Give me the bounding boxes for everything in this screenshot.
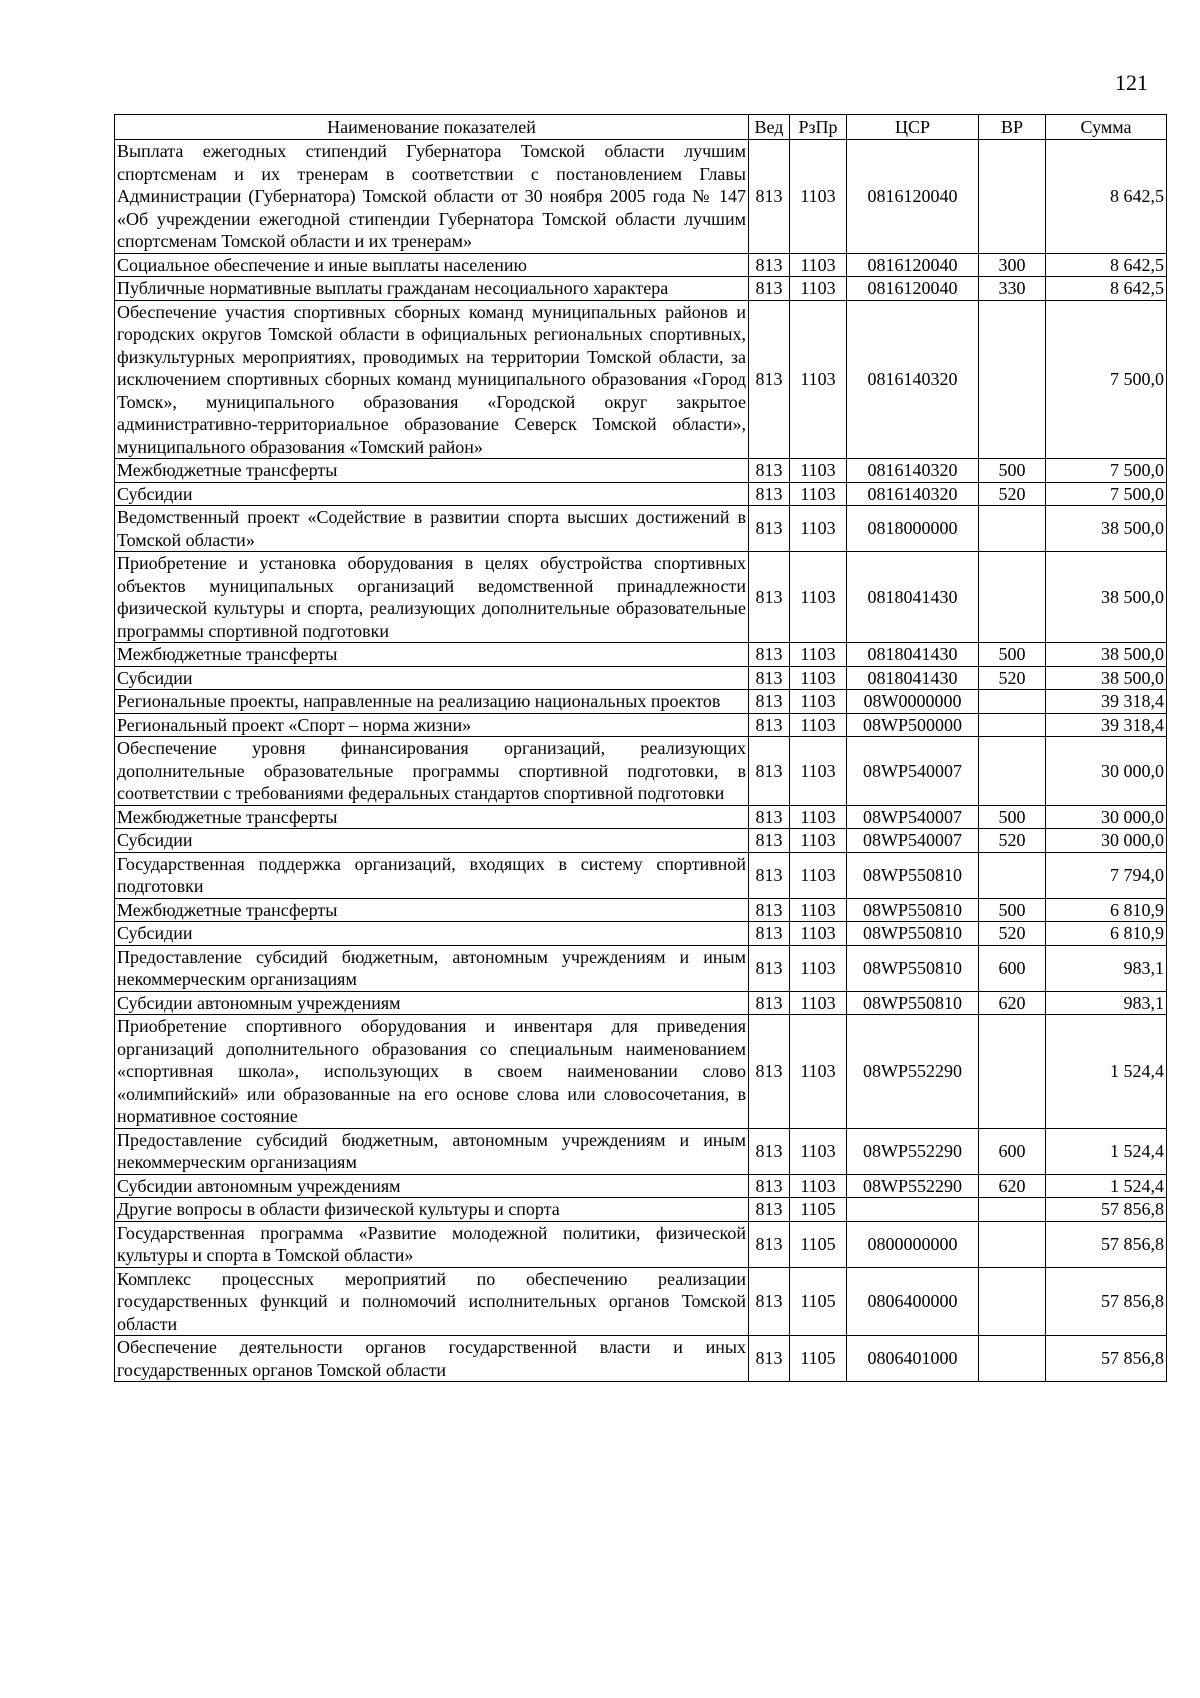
cell-sum: 38 500,0	[1046, 666, 1167, 690]
cell-ved: 813	[749, 922, 790, 946]
cell-name: Межбюджетные трансферты	[115, 643, 749, 667]
cell-name: Государственная программа «Развитие молодежной политики, физической культуры и спорта в Томской области»	[115, 1221, 749, 1267]
cell-name: Межбюджетные трансферты	[115, 805, 749, 829]
cell-vr	[979, 1336, 1046, 1382]
table-row	[115, 991, 1167, 1015]
cell-ved: 813	[749, 1267, 790, 1336]
cell-csr: 08WP540007	[847, 829, 979, 853]
cell-ved: 813	[749, 1128, 790, 1174]
cell-csr: 08WP550810	[847, 991, 979, 1015]
page-number: 121	[1115, 70, 1148, 95]
cell-vr	[979, 506, 1046, 552]
cell-ved: 813	[749, 506, 790, 552]
cell-vr	[979, 1198, 1046, 1222]
cell-name: Субсидии	[115, 922, 749, 946]
cell-rzpr: 1103	[790, 140, 847, 254]
cell-ved: 813	[749, 737, 790, 806]
cell-rzpr: 1103	[790, 666, 847, 690]
cell-vr: 500	[979, 898, 1046, 922]
cell-csr: 0800000000	[847, 1221, 979, 1267]
cell-name: Межбюджетные трансферты	[115, 898, 749, 922]
cell-ved: 813	[749, 852, 790, 898]
cell-name: Комплекс процессных мероприятий по обеспечению реализации государственных функций и полномочий исполнительных органов Томской области	[115, 1267, 749, 1336]
cell-csr	[847, 1198, 979, 1222]
cell-ved: 813	[749, 552, 790, 643]
cell-sum: 7 500,0	[1046, 459, 1167, 483]
cell-vr	[979, 690, 1046, 714]
table-row	[115, 666, 1167, 690]
cell-vr	[979, 852, 1046, 898]
cell-rzpr: 1103	[790, 253, 847, 277]
cell-sum: 38 500,0	[1046, 552, 1167, 643]
cell-ved: 813	[749, 1174, 790, 1198]
cell-sum: 1 524,4	[1046, 1015, 1167, 1129]
table-row	[115, 277, 1167, 301]
header-vr: ВР	[979, 115, 1046, 140]
cell-csr: 08WP552290	[847, 1015, 979, 1129]
cell-sum: 39 318,4	[1046, 690, 1167, 714]
cell-ved: 813	[749, 1198, 790, 1222]
cell-csr: 08W0000000	[847, 690, 979, 714]
cell-sum: 30 000,0	[1046, 805, 1167, 829]
cell-ved: 813	[749, 690, 790, 714]
cell-sum: 6 810,9	[1046, 898, 1167, 922]
cell-sum: 983,1	[1046, 945, 1167, 991]
cell-ved: 813	[749, 459, 790, 483]
table-row	[115, 737, 1167, 806]
cell-csr: 08WP552290	[847, 1128, 979, 1174]
cell-vr	[979, 1015, 1046, 1129]
cell-name: Обеспечение участия спортивных сборных команд муниципальных районов и городских округов Томской области в официальных региональных спортивных, физкультурных мероприятиях, проводимых на территории Томской области, за исключением спортивных сборных команд муниципального образования «Город Томск», муниципального образования «Городской округ закрытое административно-территориальное образование Северск Томской области», муниципального образования «Томский район»	[115, 300, 749, 459]
cell-name: Межбюджетные трансферты	[115, 459, 749, 483]
cell-vr	[979, 552, 1046, 643]
cell-sum: 7 794,0	[1046, 852, 1167, 898]
cell-csr: 08WP540007	[847, 805, 979, 829]
table-header-row	[115, 115, 1167, 140]
table-row	[115, 690, 1167, 714]
cell-rzpr: 1103	[790, 829, 847, 853]
cell-vr	[979, 1267, 1046, 1336]
cell-rzpr: 1103	[790, 459, 847, 483]
cell-vr: 600	[979, 1128, 1046, 1174]
cell-vr: 300	[979, 253, 1046, 277]
table-row	[115, 898, 1167, 922]
cell-sum: 8 642,5	[1046, 140, 1167, 254]
cell-sum: 1 524,4	[1046, 1174, 1167, 1198]
cell-ved: 813	[749, 898, 790, 922]
cell-rzpr: 1103	[790, 300, 847, 459]
table-row	[115, 713, 1167, 737]
cell-rzpr: 1105	[790, 1198, 847, 1222]
cell-name: Обеспечение уровня финансирования организаций, реализующих дополнительные образовательные программы спортивной подготовки, в соответствии с требованиями федеральных стандартов спортивной подготовки	[115, 737, 749, 806]
cell-rzpr: 1105	[790, 1336, 847, 1382]
table-row	[115, 829, 1167, 853]
cell-csr: 08WP550810	[847, 898, 979, 922]
cell-name: Выплата ежегодных стипендий Губернатора Томской области лучшим спортсменам и их тренерам в соответствии с постановлением Главы Администрации (Губернатора) Томской области от 30 ноября 2005 года № 147 «Об учреждении ежегодной стипендии Губернатора Томской области лучшим спортсменам Томской области и их тренерам»	[115, 140, 749, 254]
cell-vr: 520	[979, 482, 1046, 506]
header-sum: Сумма	[1046, 115, 1167, 140]
table-row	[115, 482, 1167, 506]
cell-name: Государственная поддержка организаций, входящих в систему спортивной подготовки	[115, 852, 749, 898]
cell-vr: 500	[979, 459, 1046, 483]
cell-vr: 520	[979, 829, 1046, 853]
cell-sum: 57 856,8	[1046, 1336, 1167, 1382]
cell-vr: 520	[979, 666, 1046, 690]
table-row	[115, 1267, 1167, 1336]
cell-sum: 7 500,0	[1046, 300, 1167, 459]
cell-csr: 0816140320	[847, 459, 979, 483]
cell-csr: 0816120040	[847, 253, 979, 277]
cell-csr: 08WP552290	[847, 1174, 979, 1198]
cell-sum: 39 318,4	[1046, 713, 1167, 737]
cell-name: Обеспечение деятельности органов государственной власти и иных государственных органов Томской области	[115, 1336, 749, 1382]
cell-csr: 0818041430	[847, 666, 979, 690]
cell-name: Субсидии	[115, 829, 749, 853]
cell-name: Региональные проекты, направленные на реализацию национальных проектов	[115, 690, 749, 714]
table-row	[115, 852, 1167, 898]
cell-sum: 8 642,5	[1046, 277, 1167, 301]
cell-vr	[979, 1221, 1046, 1267]
cell-sum: 7 500,0	[1046, 482, 1167, 506]
cell-vr: 330	[979, 277, 1046, 301]
cell-vr	[979, 140, 1046, 254]
cell-csr: 0818041430	[847, 643, 979, 667]
cell-rzpr: 1103	[790, 922, 847, 946]
cell-ved: 813	[749, 1221, 790, 1267]
cell-ved: 813	[749, 1336, 790, 1382]
cell-vr	[979, 300, 1046, 459]
cell-name: Ведомственный проект «Содействие в развитии спорта высших достижений в Томской области»	[115, 506, 749, 552]
cell-name: Предоставление субсидий бюджетным, автономным учреждениям и иным некоммерческим организациям	[115, 1128, 749, 1174]
cell-csr: 08WP550810	[847, 945, 979, 991]
header-csr: ЦСР	[847, 115, 979, 140]
cell-rzpr: 1103	[790, 852, 847, 898]
cell-rzpr: 1103	[790, 506, 847, 552]
cell-sum: 38 500,0	[1046, 643, 1167, 667]
cell-rzpr: 1105	[790, 1221, 847, 1267]
cell-sum: 57 856,8	[1046, 1221, 1167, 1267]
header-name: Наименование показателей	[115, 115, 749, 140]
table-row	[115, 1174, 1167, 1198]
table-row	[115, 506, 1167, 552]
cell-csr: 08WP550810	[847, 922, 979, 946]
cell-name: Предоставление субсидий бюджетным, автономным учреждениям и иным некоммерческим организациям	[115, 945, 749, 991]
cell-rzpr: 1103	[790, 898, 847, 922]
cell-sum: 6 810,9	[1046, 922, 1167, 946]
cell-sum: 983,1	[1046, 991, 1167, 1015]
cell-csr: 0816120040	[847, 277, 979, 301]
cell-ved: 813	[749, 945, 790, 991]
table-row	[115, 805, 1167, 829]
cell-sum: 30 000,0	[1046, 737, 1167, 806]
table-row	[115, 140, 1167, 254]
cell-ved: 813	[749, 140, 790, 254]
cell-sum: 8 642,5	[1046, 253, 1167, 277]
cell-name: Субсидии автономным учреждениям	[115, 1174, 749, 1198]
cell-csr: 0816140320	[847, 300, 979, 459]
cell-name: Другие вопросы в области физической культуры и спорта	[115, 1198, 749, 1222]
table-row	[115, 300, 1167, 459]
cell-csr: 0818041430	[847, 552, 979, 643]
cell-ved: 813	[749, 253, 790, 277]
cell-sum: 38 500,0	[1046, 506, 1167, 552]
cell-csr: 08WP550810	[847, 852, 979, 898]
cell-name: Субсидии	[115, 666, 749, 690]
cell-ved: 813	[749, 1015, 790, 1129]
cell-sum: 57 856,8	[1046, 1267, 1167, 1336]
cell-name: Приобретение спортивного оборудования и инвентаря для приведения организаций дополнительного образования со специальным наименованием «спортивная школа», использующих в своем наименовании слово «олимпийский» или образованные на его основе слова или словосочетания, в нормативное состояние	[115, 1015, 749, 1129]
cell-ved: 813	[749, 713, 790, 737]
cell-ved: 813	[749, 482, 790, 506]
cell-rzpr: 1103	[790, 277, 847, 301]
cell-vr: 520	[979, 922, 1046, 946]
cell-rzpr: 1103	[790, 482, 847, 506]
table-row	[115, 1128, 1167, 1174]
table-row	[115, 643, 1167, 667]
cell-sum: 57 856,8	[1046, 1198, 1167, 1222]
table-row	[115, 1336, 1167, 1382]
cell-ved: 813	[749, 643, 790, 667]
cell-rzpr: 1103	[790, 991, 847, 1015]
table-row	[115, 1198, 1167, 1222]
cell-ved: 813	[749, 300, 790, 459]
cell-rzpr: 1103	[790, 1174, 847, 1198]
budget-table	[114, 114, 1167, 1382]
cell-sum: 1 524,4	[1046, 1128, 1167, 1174]
cell-csr: 0806400000	[847, 1267, 979, 1336]
cell-vr	[979, 737, 1046, 806]
cell-rzpr: 1103	[790, 945, 847, 991]
table-row	[115, 459, 1167, 483]
table-body	[115, 140, 1167, 1382]
cell-rzpr: 1103	[790, 552, 847, 643]
cell-ved: 813	[749, 666, 790, 690]
cell-ved: 813	[749, 991, 790, 1015]
cell-name: Социальное обеспечение и иные выплаты населению	[115, 253, 749, 277]
cell-csr: 0818000000	[847, 506, 979, 552]
cell-vr	[979, 713, 1046, 737]
cell-sum: 30 000,0	[1046, 829, 1167, 853]
cell-rzpr: 1103	[790, 1128, 847, 1174]
cell-csr: 08WP540007	[847, 737, 979, 806]
cell-rzpr: 1103	[790, 737, 847, 806]
cell-name: Приобретение и установка оборудования в целях обустройства спортивных объектов муниципальных организаций ведомственной принадлежности физической культуры и спорта, реализующих дополнительные образовательные программы спортивной подготовки	[115, 552, 749, 643]
table-row	[115, 1015, 1167, 1129]
table-row	[115, 552, 1167, 643]
cell-rzpr: 1103	[790, 713, 847, 737]
cell-ved: 813	[749, 277, 790, 301]
cell-vr: 500	[979, 805, 1046, 829]
header-rzpr: РзПр	[790, 115, 847, 140]
cell-vr: 620	[979, 1174, 1046, 1198]
cell-rzpr: 1103	[790, 805, 847, 829]
table-row	[115, 922, 1167, 946]
cell-name: Региональный проект «Спорт – норма жизни»	[115, 713, 749, 737]
cell-csr: 0816120040	[847, 140, 979, 254]
table-row	[115, 1221, 1167, 1267]
cell-name: Публичные нормативные выплаты гражданам несоциального характера	[115, 277, 749, 301]
cell-rzpr: 1103	[790, 1015, 847, 1129]
cell-name: Субсидии автономным учреждениям	[115, 991, 749, 1015]
table-row	[115, 253, 1167, 277]
table-row	[115, 945, 1167, 991]
cell-csr: 0816140320	[847, 482, 979, 506]
cell-rzpr: 1103	[790, 690, 847, 714]
cell-rzpr: 1105	[790, 1267, 847, 1336]
cell-name: Субсидии	[115, 482, 749, 506]
cell-csr: 08WP500000	[847, 713, 979, 737]
cell-ved: 813	[749, 805, 790, 829]
cell-vr: 620	[979, 991, 1046, 1015]
cell-csr: 0806401000	[847, 1336, 979, 1382]
cell-vr: 600	[979, 945, 1046, 991]
header-ved: Вед	[749, 115, 790, 140]
cell-rzpr: 1103	[790, 643, 847, 667]
cell-vr: 500	[979, 643, 1046, 667]
cell-ved: 813	[749, 829, 790, 853]
